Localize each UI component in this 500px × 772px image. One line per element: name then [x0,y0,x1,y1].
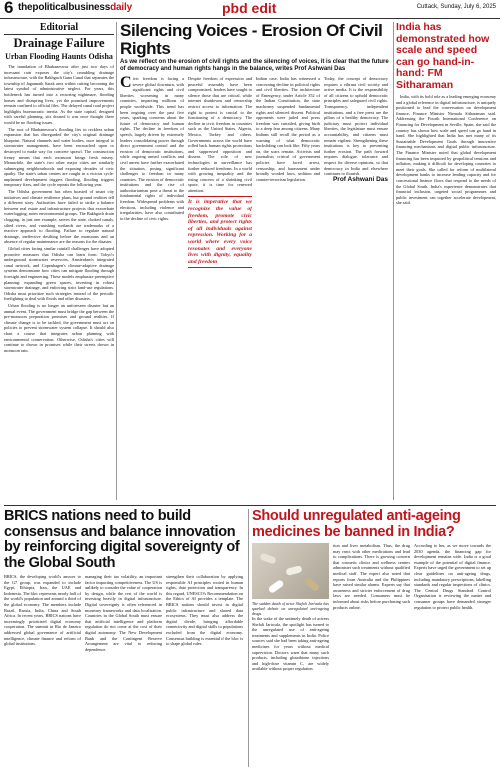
anti-ageing-column-3: According to her, as we move towards the 2030 agenda, the financing gap for development remains wide. India is a good example of the potential of digital finance. Experts have urged the government to set up clear guidelines on anti-ageing drugs, including mandatory prescriptions, labelling standards and regular inspections of clinics. The Central Drugs Standard Control Organisation is reviewing the matter and consumer groups have demanded stronger regulation to protect public health. [414,543,491,610]
masthead [0,0,500,19]
brand-main: politicalbusiness [32,2,111,13]
editorial-subtitle: Urban Flooding Haunts Odisha [5,52,113,61]
feature-column-1 [120,76,184,476]
brics-headline: BRICS nations need to build consensus and balance innovation by reinforcing digital sovereignty of the Global South [4,509,240,571]
page-number: 6 [4,0,14,17]
pill-icon [259,552,276,564]
horizontal-divider [4,505,496,506]
anti-ageing-text: In the wake of the untimely death of actress Shefali Jariwala, the spotlight has turned to the unregulated use of anti-ageing treatments and supplements in India. Police sources said she had been taking anti-ageing medicines for years without medical supervision. Doctors warn that many such products, including glutathione injections and high-dose vitamin C, are widely available without proper regulation. [252,616,329,672]
editorial-column [4,22,114,500]
pills-photo [252,543,329,599]
anti-ageing-headline: Should unregulated anti-ageing medicines be banned in India? [252,509,461,540]
brand-prefix: the [18,2,33,13]
feature-headline: Silencing Voices - Erosion Of Civil Rights [120,22,383,58]
dateline: Cuttack, Sunday, July 6, 2025 [416,4,496,10]
pill-icon [267,579,284,594]
anti-ageing-article [252,509,496,767]
brics-column-3: strengthen their collaboration by applying responsible AI principles rooted in human rights, data protection and transparency. In this regard, UNESCO's Recommendation on the Ethics of AI provides a template. The BRICS nations should invest in digital public infrastructure and shared data ecosystems. They must also address the digital divide, bringing affordable connectivity and digital skills to populations excluded from the digital economy. Consensus building is essential if the bloc is to shape global rules. [166,574,243,647]
column-divider [116,22,117,500]
anti-ageing-column-2: tion and liver metabolism. Thus, the drug may react with other medications and lead to complications. There is growing concern that cosmetic clinics and wellness centres administer such treatments without qualified medical staff. The expert also noted that reports from Australia and the Philippines have raised similar alarms. Experts say that awareness and stricter enforcement of drug laws are needed. Consumers must be informed about risks before purchasing such products online. [333,543,410,610]
pull-quote: It is imperative that we recognize the value of freedom, promote civic liberties, and protect rights of all individuals against repression. Working for a world where every voice resonates and everyone lives with dignity, equality and freedom [188,196,252,268]
feature-text: ivic freedom is facing a severe global downturn, with significant rights and civil liberties worsening in many countries, impacting millions of people worldwide. This trend has been ongoing over the past five years, sparking concerns about the future of democracy and human rights. The decline in freedom of speech, largely driven by extremely leaders consolidating power through direct government control and the erosion of democratic institutions, while ongoing armed conflicts and civil unrest have further exacerbated the situation, posing significant challenges to freedom in many countries. The erosion of democratic institutions and the rise of authoritarianism pose a threat to the fundamental rights of individual freedom. Widespread problems with elections, including violence and irregularities, have also contributed to the decline of civic rights. [120,76,184,221]
feature-byline: Prof Ashwani Das [332,175,388,183]
pill-icon [285,565,302,576]
sidebar-headline: India has demonstrated how scale and speed can go hand-in-hand: FM Sitharaman [396,22,490,91]
feature-text: Today, the concept of democracy requires a vibrant civil society and active media. It is the responsibility of all citizens to uphold democratic principles and safeguard civil rights. Transparency, independent institutions, and a free press are the pillars of a healthy democracy. The judiciary must protect individual liberties, the legislature must ensure accountability, and citizens must remain vigilant. Strengthening these institutions is key to preventing further erosion. The path forward requires dialogue, tolerance and respect for diverse opinions, so that democracy in India and elsewhere continues to flourish. [324,76,388,177]
editorial-paragraph: Urban flooding is no longer an unforeseen disaster but an annual event. The government must bridge the gap between the pre-monsoon preparation promises and ground realities. If climate change is to be tackled, the government must act on policies to prevent stormwater system collapse. It should also chart a course that integrates urban planning with environmental conservation. Otherwise, Odisha's cities will continue to drown in promises while their streets drown in monsoon rain. [4,302,114,353]
feature-text: Indian case. India has witnessed a concerning decline in political rights and civil liberties. The architecture of Emergency, under Article 352 of the Indian Constitution, the state machinery suspended fundamental rights and silenced dissent. Political opponents were jailed and press freedom was curtailed, giving birth to a deep fear among citizens. Many Indians still recall the period as a warning of what democratic backsliding can look like. Fifty years on, the scars remain. Activists and journalists critical of government policies have faced arrest, censorship, and harassment under broadly worded laws, sedition and counter-terrorism legislation. [256,76,320,182]
photo-caption: The sudden death of actor Shefali Jariwala has sparked debate on unregulated anti-ageing drugs. [252,601,329,616]
editorial-paragraph: Global cities facing similar rainfall challenges have adopted proactive measures that Odisha can learn from. Tokyo's underground stormwater reservoirs, Amsterdam's integrated canal network, and Copenhagen's climate-adaptive drainage systems demonstrate how cities can mitigate flooding through foresight and engineering. These models emphasize preemptive planning: expanding green spaces, investing in robust stormwater drainage, and enforcing strict land-use regulations. Odisha must prioritize such strategies instead of the periodic firefighting to deal with floods and other disasters. [4,246,114,302]
brand-suffix: daily [110,2,132,13]
anti-ageing-column-1 [252,543,329,753]
brics-column-1: BRICS, the developing world's answer to the G7 group, was expanded to include Egypt, Ethiopia, Iran, the UAE and Indonesia. The bloc represents nearly half of the world's population and around a third of the global economy. The members include Brazil, Russia, India, China and South Africa. In recent years, BRICS nations have increasingly prioritised digital economy cooperation. The summit in Rio de Janeiro addressed global governance of artificial intelligence, climate finance and reform of global institutions. [4,574,81,647]
feature-columns [120,76,390,476]
editorial-title: Drainage Failure [13,36,105,50]
feature-article [120,22,390,500]
anti-ageing-columns [252,543,496,753]
sidebar-text: India, with its bold role as a leading emerging economy and a global reference in digital infrastructure, is uniquely positioned to lead the conversation on development finance, Finance Minister Nirmala Sitharaman said. Addressing the Fourth International Conference on Financing for Development in Seville, Spain, she said the country has shown how scale and speed can go hand in hand. She highlighted that India has met many of its Sustainable Development Goals through innovative financing mechanisms and digital public infrastructure. The Finance Minister noted that global development financing has been impacted by geopolitical tensions and inflation, making it difficult for developing countries to meet their goals. She called for reform of multilateral development banks to increase lending capacity and for concessional finance flows that respond to the needs of the Global South. India's experience demonstrates that financial inclusion, targeted social programmes and public investment can together accelerate development, she said. [396,94,496,206]
feature-column-2 [188,76,252,476]
feature-text: Despite freedom of expression and peaceful assembly have been compromised, leaders have sought to silence those that are critical, while internet shutdowns and censorship restrict access to information. The right to protest is crucial to the functioning of a democracy. The decline in civic freedom in countries such as the United States, Algeria, Mexico, Turkey and others. Governments across the world have rolled back human rights protections and suppressed opposition and dissent. The role of new technologies in surveillance has further reduced freedoms. In a world with growing inequality and the rising concern of a shrinking civil space, it is time for renewed attention. [188,76,252,193]
column-divider [248,509,249,767]
pill-icon [304,577,321,593]
section-tag: pbd edit [222,0,277,16]
column-divider [393,22,394,500]
feature-deck: As we reflect on the erosion of civil rights and the silencing of voices, it is clear that the future of democracy and human rights hangs in the balance, writes Prof Ashwani Das [120,59,389,72]
feature-column-3 [256,76,320,476]
brand-logo [18,2,132,13]
editorial-body [4,64,114,353]
brics-column-2: managing their tax volatility, an important factor impacting competitiveness. The US is unlikely to consider the value of cooperation by design, while the rest of the world is investing heavily in digital infrastructure. Digital sovereignty is often referenced in monetary frameworks and data localisation. Countries in the Global South must ensure that artificial intelligence and platform regulation do not come at the cost of their digital autonomy. The New Development Bank and the Contingent Reserve Arrangement are vital to reducing dependence. [85,574,162,652]
feature-column-4 [324,76,388,476]
editorial-paragraph: The inundation of Bhubaneswar after just two days of incessant rain exposes the city's crumbling drainage infrastructure, with the Bakhgach Gana Canal that separates the township of Jagannath Sarak area within cutting becoming the latest symbol of administrative neglect. For years, this bottleneck has turned into a recurring nightmare, flooding homes and disrupting lives, yet the promised improvements remain confined to official files. The delayed canal road project highlights bureaucratic inertia. As the state capital, designed with careful planning, sits doused it was once thought there would be no flooding issues. [4,64,114,125]
brics-columns [4,574,244,767]
editorial-paragraph: The root of Bhubaneswar's flooding lies in reckless urban expansion that has disregarded the city's original drainage blueprint. Natural channels and water bodies, once integral to stormwater management, have been encroached upon or destroyed to make way for concrete sprawl. The construction frenzy means that each monsoon brings fresh misery. Meanwhile, the state's two other major cities are similarly submerging neighbourhoods and exposing decades of civic apathy. The state's urban centres are caught in a vicious cycle: unplanned development triggers flooding, flooding triggers temporary fixes, and the cycle repeats the following year. [4,126,114,188]
editorial-kicker: Editorial [4,22,114,35]
sidebar-body [396,94,496,206]
editorial-paragraph: The Odisha government has often boasted of smart city initiatives and climate resilience plans, but ground realities tell a different story. Authorities have failed to strike a balance between real estate and infrastructure projects that exacerbate waterlogging, notes environmental groups. The Bakhgach drain clogging, in just one example, serves the state, choked canals, silted rivers, and vanishing wetlands are trademarks of a reactive approach to flooding. Failure to regulate natural drainage, ineffective desilting before the monsoons and an absence of regular maintenance are the reasons for the disaster. [4,189,114,245]
brics-article [4,509,244,767]
sidebar-article [396,22,496,500]
drop-cap: C [120,76,132,91]
